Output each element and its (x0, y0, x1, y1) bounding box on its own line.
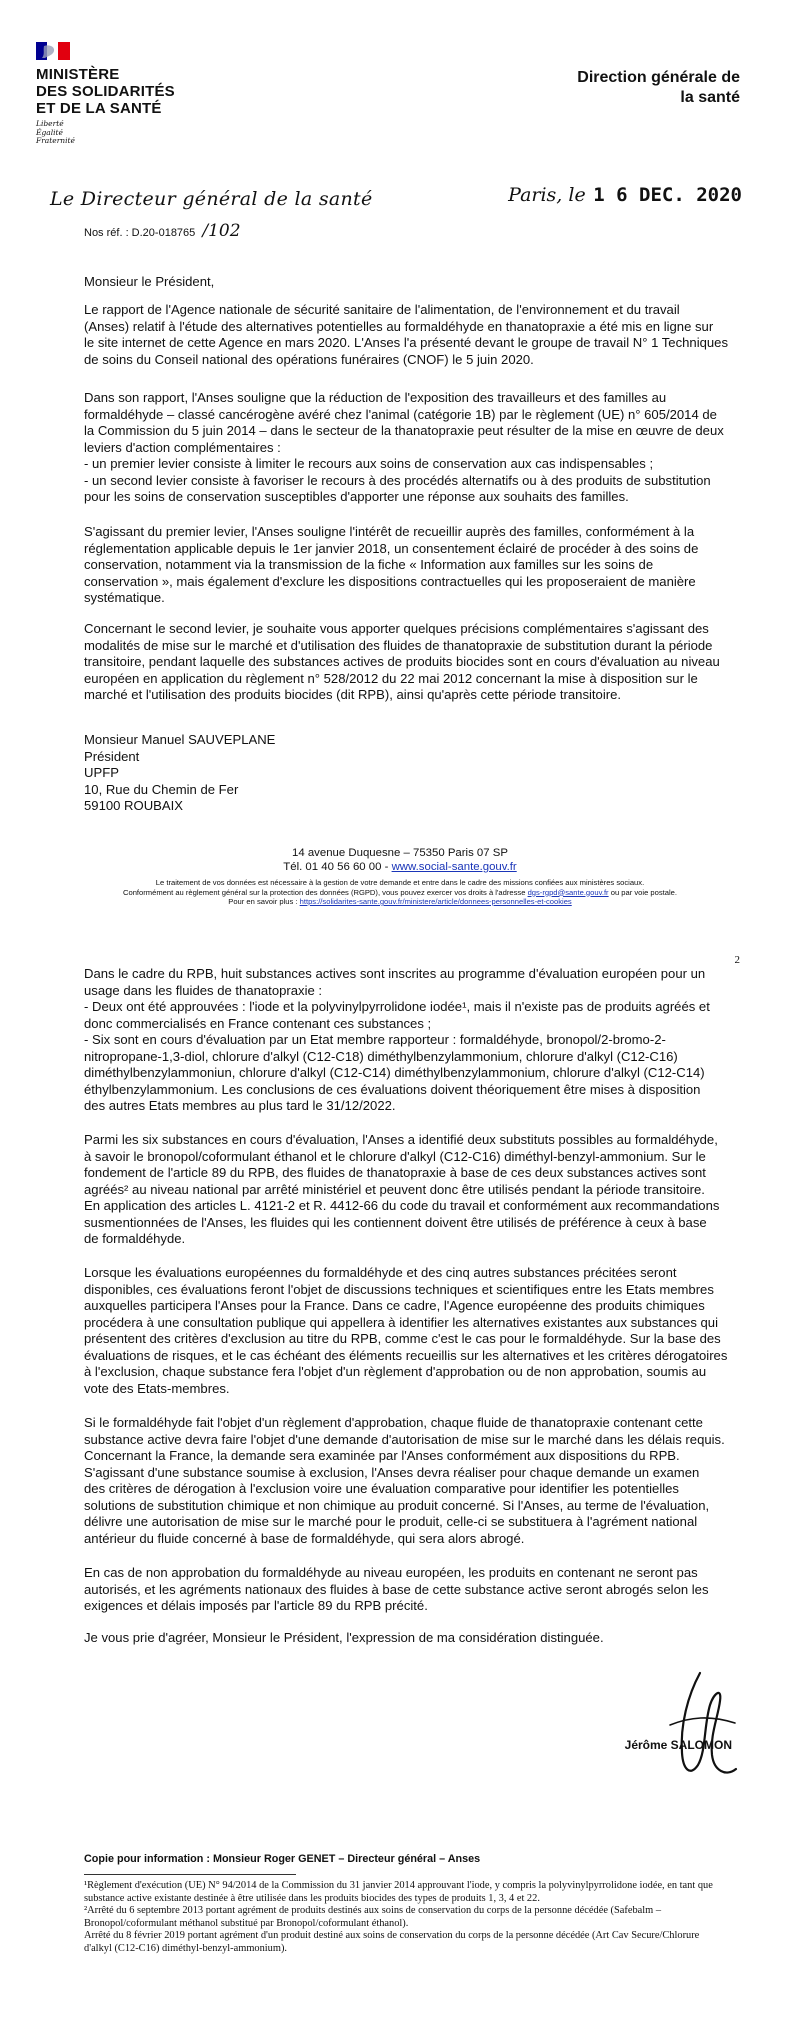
place-prefix: Paris, le (508, 184, 586, 206)
place-date (508, 184, 742, 207)
recipient-address: Monsieur Manuel SAUVEPLANE Président UPFP 10, Rue du Chemin de Fer 59100 ROUBAIX (84, 732, 276, 813)
footer-address: 14 avenue Duquesne – 75350 Paris 07 SP (292, 847, 508, 859)
page-number: 2 (734, 954, 740, 966)
closing-formula: Je vous prie d'agréer, Monsieur le Président, l'expression de ma considération distinguée. (84, 1630, 604, 1645)
rgpd-line: Pour en savoir plus : https://solidarites-sante.gouv.fr/ministere/article/donnees-personnelles-et-cookies (228, 897, 572, 906)
footer (0, 846, 800, 907)
rgpd-notice (0, 878, 800, 907)
date-stamp: 1 6 DEC. 2020 (593, 184, 742, 206)
paragraph: Lorsque les évaluations européennes du formaldéhyde et des cinq autres substances précitées seront disponibles, ces évaluations feront l'objet de discussions techniques et scientifiques entre les Etats membres auxquelles participera l'Anses pour la France. Dans ce cadre, l'Agence européenne des produits chimiques procédera à une consultation publique qui appellera à identifier les alternatives existantes aux substances qui présentent des critères d'exclusion au titre du RPB, comme c'est le cas pour le formaldéhyde. Sur la base des évaluations de risques, et le cas échéant des éléments recueillis sur les alternatives et les critères dérogatoires à l'exclusion, chaque substance fera l'objet d'un règlement d'approbation ou de non approbation, soumis au vote des Etats-membres. (84, 1265, 728, 1396)
republic-motto: Liberté Égalité Fraternité (36, 119, 75, 145)
republic-logo (36, 38, 196, 178)
paragraph: Parmi les six substances en cours d'évaluation, l'Anses a identifié deux substituts possibles au formaldéhyde, à savoir le bronopol/coformulant éthanol et le chlorure d'alkyl (C12-C16) diméthyl-benzyl-ammonium. Sur le fondement de l'article 89 du RPB, des fluides de thanatopraxie à base de ces deux substances actives sont agréés² au niveau national par arrêté ministériel et peuvent donc être utilisés pendant la période transitoire. En application des articles L. 4121-2 et R. 4412-66 du code du travail et conformément aux recommandations susmentionnées de l'Anses, les fluides qui les contiennent doivent être utilisés de préférence à ceux à base de formaldéhyde. (84, 1132, 720, 1246)
handwritten-signature (640, 1665, 750, 1785)
rgpd-info-link[interactable]: https://solidarites-sante.gouv.fr/ministere/article/donnees-personnelles-et-cookies (299, 897, 572, 906)
footnote: ²Arrêté du 6 septembre 2013 portant agrément de produits destinés aux soins de conservation du corps de la personne décédée (Safebalm – Bronopol/coformulant méthanol substitué par Bronopol/coformulant éthanol). Arrêté du 8 février 2019 portant agrément d'un produit destiné aux soins de conservation du corps de la personne décédée (Art Cav Secure/Chlorure d'alkyl (C12-C16) diméthyl-benzyl-ammonium). (84, 1905, 700, 1954)
footnote: ¹Règlement d'exécution (UE) N° 94/2014 de la Commission du 31 janvier 2014 approuvant l'iode, y compris la polyvinylpyrrolidone iodée, en tant que substance active existante destinée à être utilisée dans les produits biocides des types de produits 1, 3, 4 et 22. (84, 1880, 713, 1904)
paragraph: Dans son rapport, l'Anses souligne que la réduction de l'exposition des travailleurs et des familles au formaldéhyde – classé cancérogène avéré chez l'animal (catégorie 1B) par le règlement (UE) n° 605/2014 de la Commission du 5 juin 2014 – dans le secteur de la thanatopraxie peut résulter de la mise en œuvre de deux leviers d'action complémentaires : - un premier levier consiste à limiter le recours aux soins de conservation aux cas indispensables ; - un second levier consiste à favoriser le recours à des procédés alternatifs ou à des produits de substitution pour les soins de conservation susceptibles d'apporter une réponse aux souhaits des familles. (84, 390, 724, 504)
reference-handwritten: /102 (202, 221, 241, 241)
footer-tel: Tél. 01 40 56 60 00 - (283, 861, 389, 873)
website-link[interactable]: www.social-sante.gouv.fr (391, 861, 517, 873)
rgpd-email-link[interactable]: dgs-rgpd@sante.gouv.fr (527, 887, 609, 897)
paragraph: En cas de non approbation du formaldéhyde au niveau européen, les produits en contenant ne seront pas autorisés, et les agréments nationaux des fluides à base de cette substance active seront abrogés selon les exigences et délais imposés par l'article 89 du RPB précité. (84, 1565, 709, 1613)
copy-for-information: Copie pour information : Monsieur Roger GENET – Directeur général – Anses (84, 1853, 481, 1865)
footer-contact (0, 860, 800, 874)
paragraph: Le rapport de l'Agence nationale de sécurité sanitaire de l'alimentation, de l'environnement et du travail (Anses) relatif à l'étude des alternatives potentielles au formaldéhyde en thanatopraxie a été mis en ligne sur le site internet de cette Agence en mars 2020. L'Anses l'a présenté devant le groupe de travail N° 1 Techniques de soins du Conseil national des opérations funéraires (CNOF) le 5 juin 2020. (84, 302, 728, 367)
signatory-heading: Le Directeur général de la santé (50, 188, 373, 210)
paragraph: S'agissant du premier levier, l'Anses souligne l'intérêt de recueillir auprès des familles, conformément à la réglementation applicable depuis le 1er janvier 2018, un consentement éclairé de procéder à des soins de conservation, notamment via la transmission de la fiche « Information aux familles sur les soins de conservation », mais également d'exclure les dispositions contractuelles qui les proposeraient de manière systématique. (84, 524, 699, 605)
paragraph: Si le formaldéhyde fait l'objet d'un règlement d'approbation, chaque fluide de thanatopraxie contenant cette substance active devra faire l'objet d'une demande d'autorisation de mise sur le marché dans les délais requis. Concernant la France, la demande sera examinée par l'Anses conformément aux dispositions du RPB. S'agissant d'une substance soumise à exclusion, l'Anses devra réaliser pour chaque demande un examen des critères de dérogation à l'exclusion voire une évaluation comparative pour identifier les potentielles solutions de substitution chimique et non chimique au produit concerné. Si l'Anses, au terme de l'évaluation, délivre une autorisation de mise sur le marché pour le produit, celle-ci se substituera à l'agrément national antérieur du fluide concerné à base de formaldéhyde, qui sera alors abrogé. (84, 1415, 725, 1546)
ministry-name: MINISTÈRE DES SOLIDARITÉS ET DE LA SANTÉ (36, 66, 175, 117)
paragraph: Concernant le second levier, je souhaite vous apporter quelques précisions complémentaires s'agissant des modalités de mise sur le marché et d'utilisation des fluides de thanatopraxie de substitution durant la période transitoire, pendant laquelle des substances actives de produits biocides sont en cours d'évaluation au niveau européen en application du règlement n° 528/2012 du 22 mai 2012 concernant la mise à disposition sur le marché et l'utilisation des produits biocides (dit RPB), ainsi qu'après cette période transitoire. (84, 621, 720, 702)
signature-name: Jérôme SALOMON (624, 1738, 732, 1752)
rgpd-line: Le traitement de vos données est nécessaire à la gestion de votre demande et entre dans le cadre des missions confiées aux ministères sociaux. (155, 878, 645, 887)
reference-number: Nos réf. : D.20-018765 (84, 227, 196, 239)
direction-title: Direction générale de la santé (577, 69, 740, 106)
footnote-separator (84, 1874, 296, 1875)
rgpd-line: Conformément au règlement général sur la protection des données (RGPD), vous pouvez exercer vos droits à l'adresse dgs-rgpd@sante.gouv.fr ou par voie postale. (123, 887, 677, 897)
salutation: Monsieur le Président, (84, 274, 215, 289)
paragraph: Dans le cadre du RPB, huit substances actives sont inscrites au programme d'évaluation européen pour un usage dans les fluides de thanatopraxie : - Deux ont été approuvées : l'iode et la polyvinylpyrrolidone iodée¹, mais il n'existe pas de produits agréés et donc commercialisés en France contenant ces substances ; - Six sont en cours d'évaluation par un Etat membre rapporteur : formaldéhyde, bronopol/2-bromo-2- nitropropane-1,3-diol, chlorure d'alkyl (C12-C18) diméthylbenzylammonium, chlorure d'alkyl (C12-C16) diméthylbenzylammoniun, chlorure d'alkyl (C12-C14) diméthylbenzylammonium, chlorure d'alkyl (C12-C14) éthylbenzylammonium. Les conclusions de ces évaluations doivent théoriquement être mises à disposition des autres Etats membres au plus tard le 31/12/2022. (84, 966, 710, 1113)
reference (84, 221, 241, 241)
footnotes (84, 1880, 764, 1956)
marianne-flag-icon (36, 42, 70, 60)
